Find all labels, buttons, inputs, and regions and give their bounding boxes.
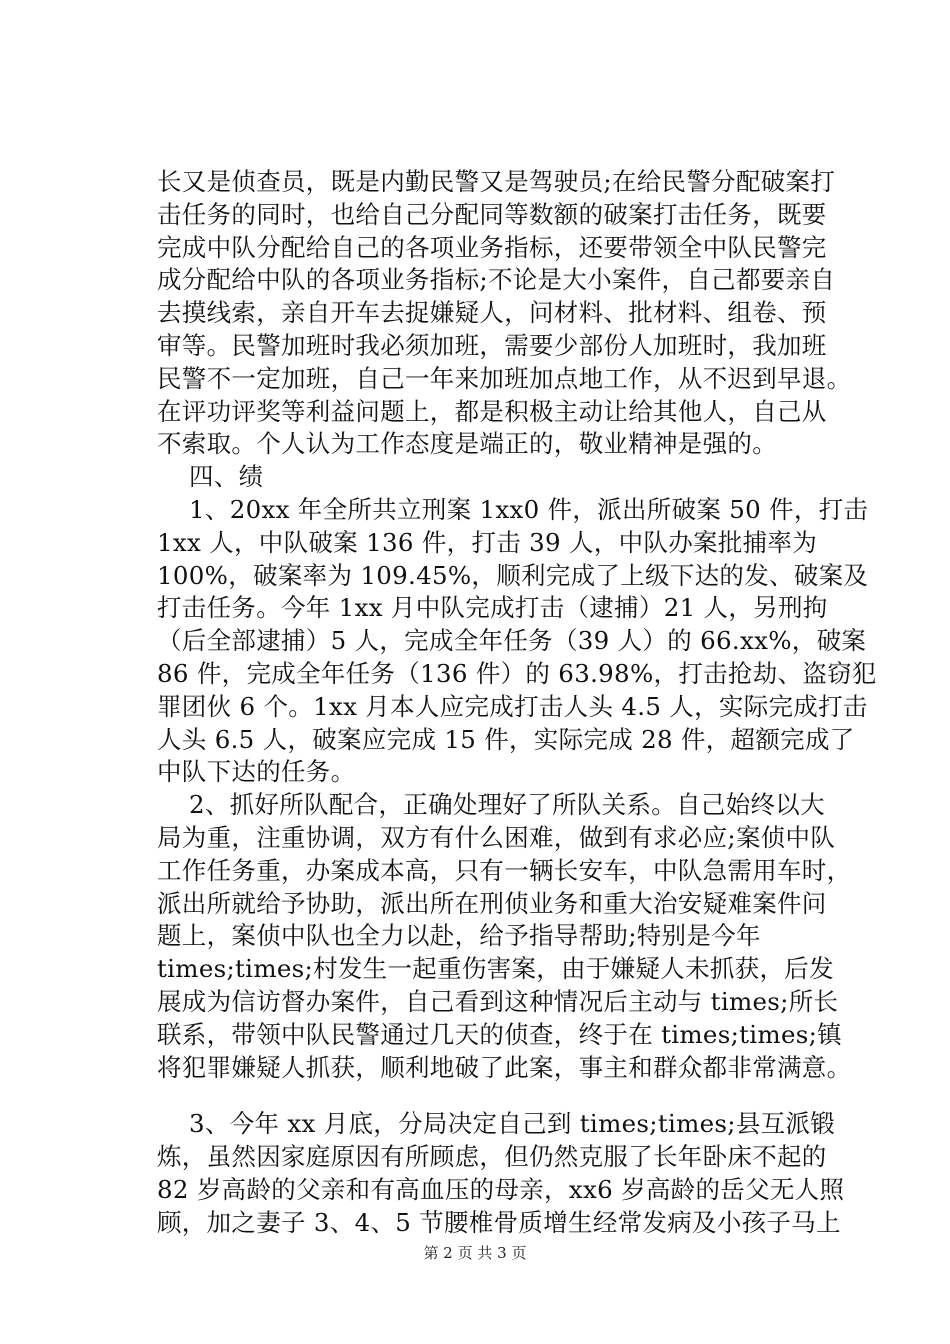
text-line: 100%，破案率为 109.45%，顺利完成了上级下达的发、破案及 bbox=[157, 560, 869, 590]
text-line: 击任务的同时，也给自己分配同等数额的破案打击任务，既要 bbox=[157, 199, 827, 229]
paragraph-start-line: 2、抓好所队配合，正确处理好了所队关系。自己始终以大 bbox=[189, 790, 825, 820]
text-line: 炼，虽然因家庭原因有所顾虑，但仍然克服了长年卧床不起的 bbox=[157, 1142, 827, 1172]
paragraph-start-line: 1、20xx 年全所共立刑案 1xx0 件，派出所破案 50 件，打击 bbox=[189, 494, 869, 524]
text-line: 局为重，注重协调，双方有什么困难，做到有求必应;案侦中队 bbox=[157, 822, 836, 852]
text-line: 人头 6.5 人，破案应完成 15 件，实际完成 28 件，超额完成了 bbox=[157, 724, 855, 754]
text-line: 展成为信访督办案件，自己看到这种情况后主动与 times;所长 bbox=[157, 986, 839, 1016]
text-line: 审等。民警加班时我必须加班，需要少部份人加班时，我加班 bbox=[157, 330, 827, 360]
text-line: 民警不一定加班，自己一年来加班加点地工作，从不迟到早退。 bbox=[157, 363, 852, 393]
text-line: 派出所就给予协助，派出所在刑侦业务和重大治安疑难案件问 bbox=[157, 888, 827, 918]
text-line: 罪团伙 6 个。1xx 月本人应完成打击人头 4.5 人，实际完成打击 bbox=[157, 691, 868, 721]
text-line: 86 件，完成全年任务（136 件）的 63.98%，打击抢劫、盗窃犯 bbox=[157, 658, 877, 688]
section-heading: 四、绩 bbox=[189, 462, 264, 492]
text-line: 联系，带领中队民警通过几天的侦查，终于在 times;times;镇 bbox=[157, 1019, 842, 1049]
text-line: 82 岁高龄的父亲和有高血压的母亲，xx6 岁高龄的岳父无人照 bbox=[157, 1174, 845, 1204]
text-line: 中队下达的任务。 bbox=[157, 757, 356, 787]
paragraph-start-line: 3、今年 xx 月底，分局决定自己到 times;times;县互派锻 bbox=[189, 1109, 836, 1139]
page-number-label: 第 2 页 共 3 页 bbox=[423, 1244, 527, 1262]
text-line: 工作任务重，办案成本高，只有一辆长安车，中队急需用车时， bbox=[157, 855, 852, 885]
text-line: 打击任务。今年 1xx 月中队完成打击（逮捕）21 人，另刑拘 bbox=[157, 593, 828, 623]
text-line: 完成中队分配给自己的各项业务指标，还要带领全中队民警完 bbox=[157, 232, 827, 262]
text-line: 顾，加之妻子 3、4、5 节腰椎骨质增生经常发病及小孩子马上 bbox=[157, 1207, 841, 1237]
text-line: 题上，案侦中队也全力以赴，给予指导帮助;特别是今年 bbox=[157, 921, 761, 951]
text-line: 长又是侦查员，既是内勤民警又是驾驶员;在给民警分配破案打 bbox=[157, 167, 836, 196]
text-line: 去摸线索，亲自开车去捉嫌疑人，问材料、批材料、组卷、预 bbox=[157, 298, 827, 328]
text-line: times;times;村发生一起重伤害案，由于嫌疑人未抓获，后发 bbox=[157, 954, 834, 984]
text-line: 将犯罪嫌疑人抓获，顺利地破了此案，事主和群众都非常满意。 bbox=[157, 1052, 852, 1082]
document-body bbox=[157, 166, 877, 1240]
paragraph-gap bbox=[157, 1084, 857, 1108]
page-footer bbox=[0, 1243, 950, 1263]
text-line: 1xx 人，中队破案 136 件，打击 39 人，中队办案批捕率为 bbox=[157, 527, 817, 557]
text-line: 在评功评奖等利益问题上，都是积极主动让给其他人，自己从 bbox=[157, 396, 827, 426]
text-line: 成分配给中队的各项业务指标;不论是大小案件，自己都要亲自 bbox=[157, 265, 836, 295]
text-line: （后全部逮捕）5 人，完成全年任务（39 人）的 66.xx%，破案 bbox=[157, 626, 867, 656]
text-line: 不索取。个人认为工作态度是端正的，敬业精神是强的。 bbox=[157, 429, 777, 459]
